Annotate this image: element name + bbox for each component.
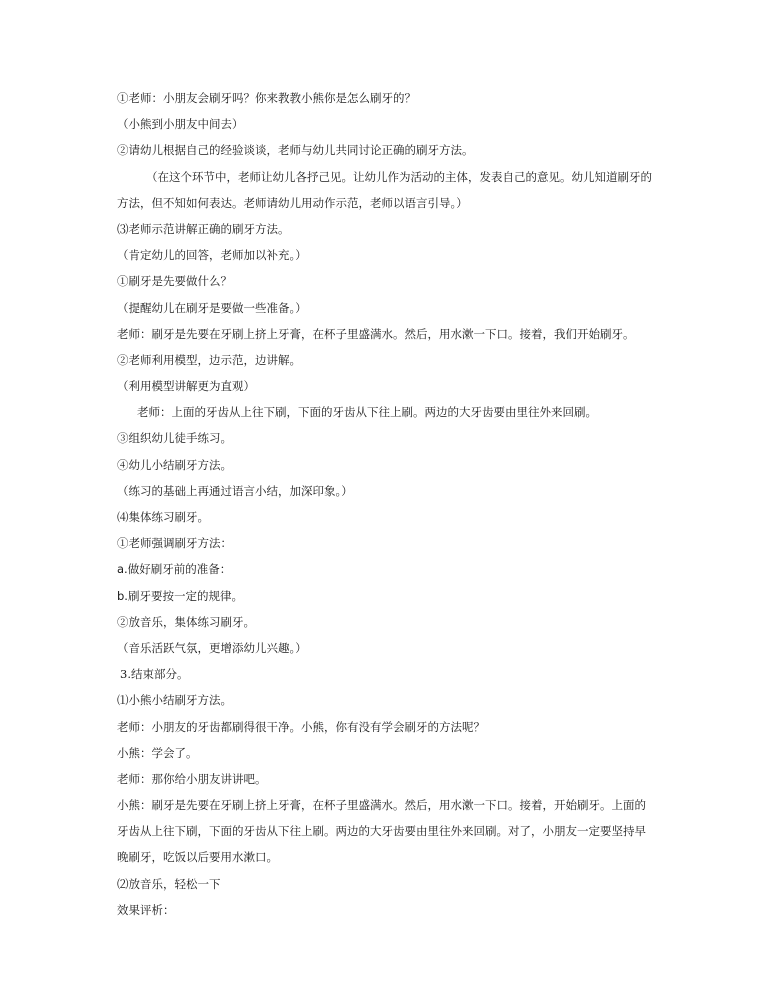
paragraph-line: ⑴小熊小结刷牙方法。 [117, 693, 232, 708]
paragraph-line: 效果评析： [117, 902, 175, 917]
paragraph-line: ⑵放音乐，轻松一下 [117, 876, 221, 891]
paragraph-line: ②老师利用模型，边示范，边讲解。 [117, 352, 301, 367]
paragraph-line: （小熊到小朋友中间去） [117, 117, 244, 132]
document-body [117, 90, 657, 928]
paragraph-line: 老师：上面的牙齿从上往下刷，下面的牙齿从下往上刷。两边的大牙齿要由里往外来回刷。 [137, 405, 597, 420]
paragraph-line: 老师：那你给小朋友讲讲吧。 [117, 771, 267, 786]
paragraph-line: 晚刷牙，吃饭以后要用水漱口。 [117, 850, 278, 865]
paragraph-line: （提醒幼儿在刷牙是要做一些准备。） [117, 300, 307, 315]
paragraph-line: （练习的基础上再通过语言小结，加深印象。） [117, 483, 353, 498]
paragraph-line: （肯定幼儿的回答，老师加以补充。） [117, 248, 307, 263]
paragraph-line: 老师：刷牙是先要在牙刷上挤上牙膏，在杯子里盛满水。然后，用水漱一下口。接着，我们开始刷牙。 [117, 326, 635, 341]
paragraph-line: ②请幼儿根据自己的经验谈谈，老师与幼儿共同讨论正确的刷牙方法。 [117, 143, 474, 158]
paragraph-line: ⑷集体练习刷牙。 [117, 510, 209, 524]
paragraph-line: ③组织幼儿徒手练习。 [117, 431, 232, 446]
paragraph-line: ⑶老师示范讲解正确的刷牙方法。 [117, 221, 290, 236]
paragraph-line: （在这个环节中，老师让幼儿各抒己见。让幼儿作为活动的主体，发表自己的意见。幼儿知道刷牙的 [146, 169, 652, 184]
paragraph-line: 牙齿从上往下刷，下面的牙齿从下往上刷。两边的大牙齿要由里往外来回刷。对了，小朋友一定要坚持早 [117, 824, 646, 839]
paragraph-line: ①刷牙是先要做什么？ [117, 274, 232, 289]
paragraph-line: a.做好刷牙前的准备： [117, 562, 232, 577]
paragraph-line: 方法，但不知如何表达。老师请幼儿用动作示范，老师以语言引导。） [117, 195, 468, 210]
section-heading: 3.结束部分。 [120, 667, 189, 682]
paragraph-line: ④幼儿小结刷牙方法。 [117, 457, 232, 472]
paragraph-line: 小熊：刷牙是先要在牙刷上挤上牙膏，在杯子里盛满水。然后，用水漱一下口。接着，开始刷牙。上面的 [117, 798, 646, 813]
paragraph-line: b.刷牙要按一定的规律。 [117, 588, 243, 603]
paragraph-line: ①老师强调刷牙方法： [117, 536, 232, 551]
paragraph-line: 老师：小朋友的牙齿都刷得很干净。小熊，你有没有学会刷牙的方法呢？ [117, 719, 485, 734]
paragraph-line: （利用模型讲解更为直观） [117, 379, 255, 394]
paragraph-line: （音乐活跃气氛，更增添幼儿兴趣。） [117, 640, 307, 655]
paragraph-line: ②放音乐，集体练习刷牙。 [117, 614, 255, 629]
paragraph-line: 小熊：学会了。 [117, 745, 198, 760]
paragraph-line: ①老师：小朋友会刷牙吗？你来教教小熊你是怎么刷牙的？ [117, 91, 416, 105]
